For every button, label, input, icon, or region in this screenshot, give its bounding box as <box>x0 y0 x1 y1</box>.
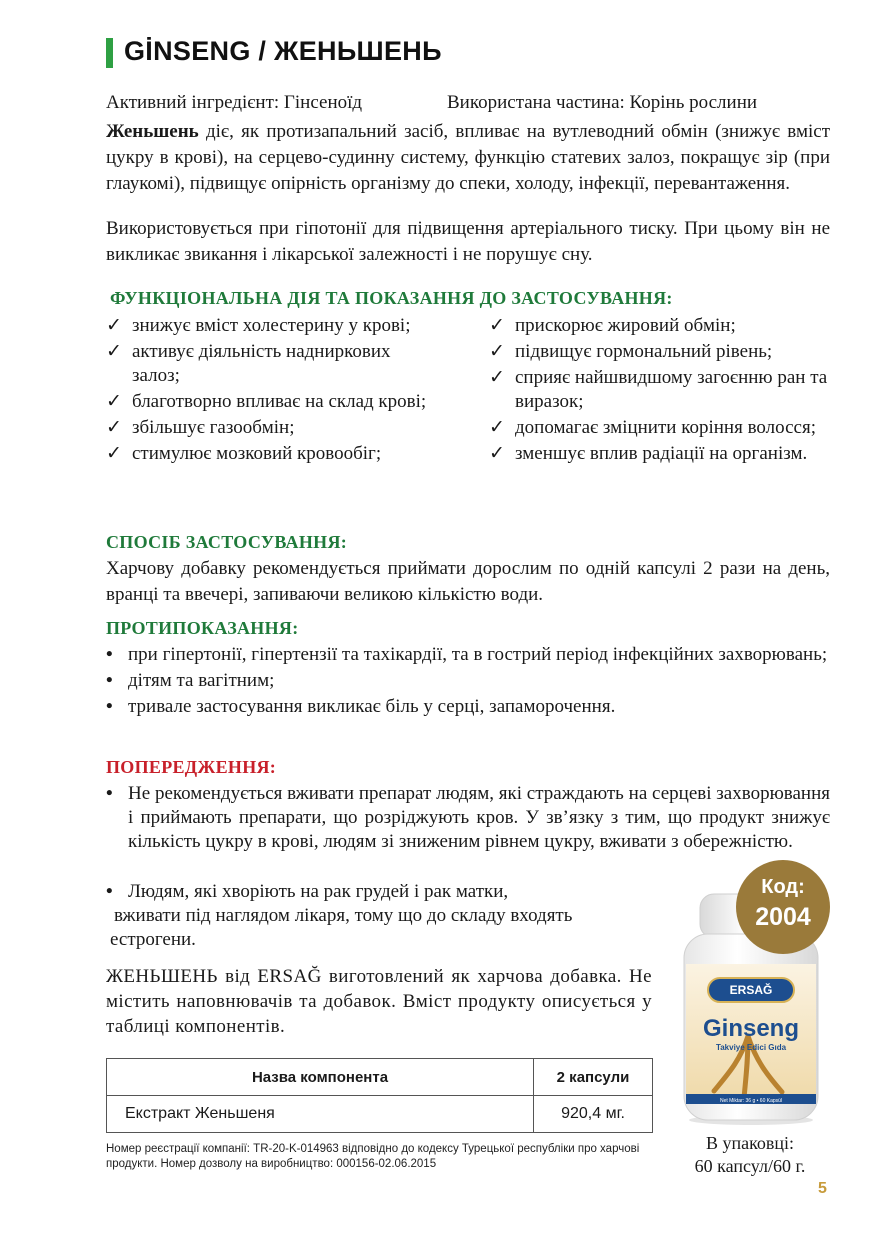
table-cell: Екстракт Женьшеня <box>107 1096 534 1133</box>
functional-list-left <box>106 314 441 468</box>
product-net-quantity: Net Miktar: 36 g • 60 Kapsül <box>719 1098 783 1104</box>
usage-text: Харчову добавку рекомендується приймати дорослим по одній капсулі 2 рази на день, вранці та ввечері, запиваючи великою кількістю води. <box>106 558 830 605</box>
table-row <box>107 1096 653 1133</box>
product-code-badge <box>736 860 830 954</box>
bullet-icon: • <box>106 696 113 717</box>
list-item-text: естрогени. <box>110 929 196 950</box>
used-part: Використана частина: Корінь рослини <box>447 92 758 113</box>
table-header-row <box>107 1059 653 1096</box>
check-icon: ✓ <box>489 341 505 362</box>
list-item <box>106 390 441 414</box>
list-item-text: сприяє найшвидшому загоєнню ран та виразок; <box>515 367 828 412</box>
intro-paragraph-1-text: діє, як протизапальний засіб, впливає на вутлеводний обмін (знижує вміст цукру в крові), на серцево-судинну систему, функцію статевих залоз, покращує зір (при глаукомі), підвищує опірність організму до спеки, холоду, інфекції, перевантаження. <box>106 121 830 194</box>
check-icon: ✓ <box>489 443 505 464</box>
warning-item-2 <box>106 880 666 952</box>
list-item <box>106 643 830 667</box>
list-item <box>106 880 666 904</box>
check-icon: ✓ <box>106 443 122 464</box>
bullet-icon: • <box>106 783 113 804</box>
check-icon: ✓ <box>489 367 505 388</box>
components-table <box>106 1058 653 1133</box>
check-icon: ✓ <box>106 391 122 412</box>
product-subtitle: Takviye Edici Gıda <box>715 1043 787 1052</box>
list-item <box>106 669 830 693</box>
code-label: Код: <box>761 876 805 898</box>
code-value: 2004 <box>755 903 811 931</box>
list-item <box>489 442 829 466</box>
intro-bold-name: Женьшень <box>106 121 199 142</box>
warnings-list <box>106 782 830 856</box>
contra-list <box>106 643 830 721</box>
usage-heading: СПОСІБ ЗАСТОСУВАННЯ: <box>106 532 348 552</box>
registration-footer: Номер реєстрації компанії: TR-20-K-014963 відповідно до кодексу Турецької республіки про харчові продукти. Номер дозволу на виробництво: 000156-02.06.2015 <box>106 1143 640 1170</box>
list-item-text: стимулює мозковий кровообіг; <box>132 443 382 464</box>
bullet-icon: • <box>106 670 113 691</box>
table-cell: 920,4 мг. <box>534 1096 653 1133</box>
check-icon: ✓ <box>106 417 122 438</box>
product-name: Ginseng <box>702 1015 800 1042</box>
check-icon: ✓ <box>489 315 505 336</box>
list-item <box>106 314 441 338</box>
list-item-text: благотворно впливає на склад крові; <box>132 391 427 412</box>
bullet-icon: • <box>106 644 113 665</box>
table-header: 2 капсули <box>534 1059 653 1096</box>
functional-list-right <box>489 314 829 468</box>
list-item-text: збільшує газообмін; <box>132 417 295 438</box>
title-accent-bar <box>106 38 113 68</box>
list-item-text: зменшує вплив радіації на організм. <box>515 443 808 464</box>
list-item-text: прискорює жировий обмін; <box>515 315 736 336</box>
list-item-text: вживати під наглядом лікаря, тому що до складу входять <box>114 905 573 926</box>
list-item-text: активує діяльність надниркових залоз; <box>132 341 391 386</box>
package-info <box>670 1132 830 1178</box>
warnings-heading: ПОПЕРЕДЖЕННЯ: <box>106 757 277 777</box>
page-number: 5 <box>818 1180 827 1197</box>
list-item <box>489 314 829 338</box>
list-item <box>489 340 829 364</box>
list-item-text: знижує вміст холестерину у крові; <box>132 315 411 336</box>
list-item <box>106 442 441 466</box>
list-item <box>489 366 829 414</box>
check-icon: ✓ <box>106 315 122 336</box>
list-item <box>106 695 830 719</box>
contra-heading: ПРОТИПОКАЗАННЯ: <box>106 618 299 638</box>
page-title: GİNSENG / ЖЕНЬШЕНЬ <box>124 36 442 66</box>
list-item-text: Не рекомендується вживати препарат людям, які страждають на серцеві захворювання і приймають препарати, що розріджують кров. У звʼязку з тим, що продукт знижує кількість цукру в крові, людям зі зниженим рівнем цукру, вживати з обережністю. <box>128 783 830 852</box>
list-item-text: при гіпертонії, гіпертензії та тахікардії, та в гострий період інфекційних захворювань; <box>128 644 828 665</box>
list-item <box>106 416 441 440</box>
list-item-text: Людям, які хворіють на рак грудей і рак матки, <box>128 881 509 902</box>
bullet-icon: • <box>106 881 113 902</box>
intro-paragraph-1 <box>106 119 830 197</box>
list-item-text: дітям та вагітним; <box>128 670 275 691</box>
list-item-text: тривале застосування викликає біль у серці, запаморочення. <box>128 696 616 717</box>
list-item <box>106 782 830 854</box>
intro-paragraph-2: Використовується при гіпотонії для підвищення артеріального тиску. При цьому він не викликає звикання і лікарської залежності і не порушує сну. <box>106 218 830 265</box>
product-brand: ERSAĞ <box>729 983 773 997</box>
table-header: Назва компонента <box>107 1059 534 1096</box>
list-item-text: допомагає зміцнити коріння волосся; <box>515 417 816 438</box>
composition-note: ЖЕНЬШЕНЬ від ERSAĞ виготовлений як харчова добавка. Не містить наповнювачів та добавок. Вміст продукту описується у таблиці компонентів. <box>106 966 652 1037</box>
list-item-text: підвищує гормональний рівень; <box>515 341 773 362</box>
functional-heading: ФУНКЦІОНАЛЬНА ДІЯ ТА ПОКАЗАННЯ ДО ЗАСТОСУВАННЯ: <box>110 288 673 308</box>
list-item <box>489 416 829 440</box>
check-icon: ✓ <box>489 417 505 438</box>
active-ingredient: Активний інгредієнт: Гінсеноїд <box>106 92 363 113</box>
check-icon: ✓ <box>106 341 122 362</box>
package-line-2: 60 капсул/60 г. <box>694 1156 806 1176</box>
package-line-1: В упаковці: <box>705 1133 795 1153</box>
list-item <box>106 340 441 388</box>
